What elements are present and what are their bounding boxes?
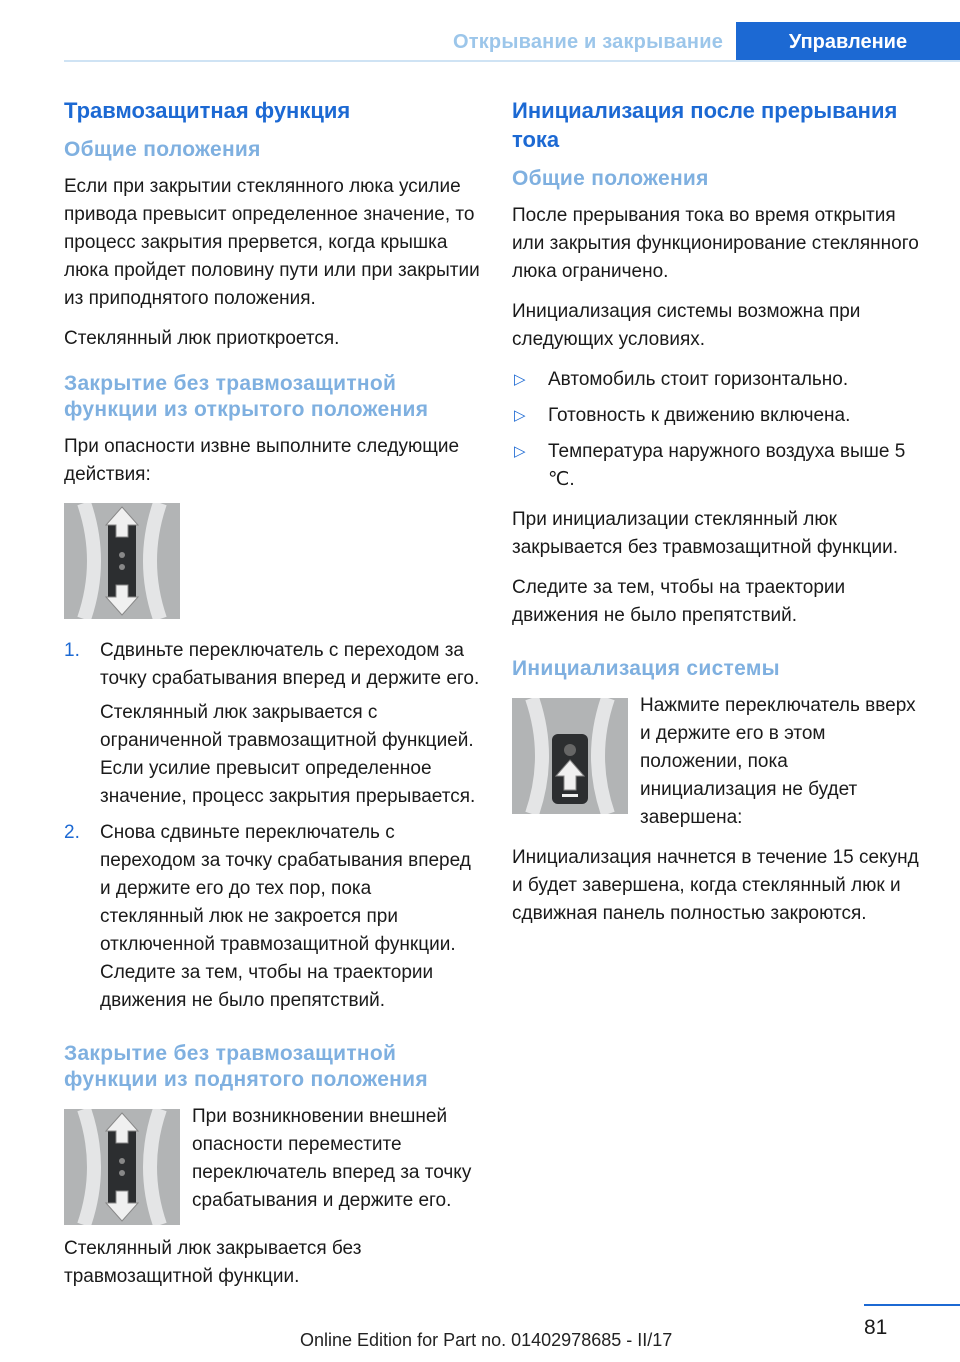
chapter-tab[interactable]: Управление xyxy=(736,22,960,62)
steps-list xyxy=(64,637,480,1015)
init-title: Инициализация после прерывания тока xyxy=(512,98,898,152)
switch-forward-illustration-2 xyxy=(64,1109,180,1225)
switch-forward-illustration xyxy=(64,503,180,619)
section-title: Травмозащитная функция xyxy=(64,98,351,123)
step-number: 1. xyxy=(64,640,80,661)
system-init-paragraph-2: Инициализация начнется в течение 15 секунд и будет завершена, когда стеклянный люк и сдвижная панель полностью закроются. xyxy=(512,847,919,924)
condition-item xyxy=(512,402,928,430)
open-intro: При опасности извне выполните следующие действия: xyxy=(64,436,460,485)
bullet-triangle-icon: ▷ xyxy=(514,371,526,388)
open-position-heading: Закрытие без травмозащитной функции из открытого положения xyxy=(64,372,429,421)
general-heading: Общие положения xyxy=(64,138,261,161)
condition-text: Температура наружного воздуха выше 5 ℃. xyxy=(548,441,906,490)
step-text: Сдвиньте переключатель с переходом за точку срабатывания вперед и держите его. xyxy=(100,640,480,689)
init-paragraph-3: При инициализации стеклянный люк закрывается без травмозащитной функции. xyxy=(512,509,898,558)
init-paragraph-1: После прерывания тока во время открытия или закрытия функционирование стеклянного люка ограничено. xyxy=(512,205,919,282)
bullet-triangle-icon: ▷ xyxy=(514,407,526,424)
header-divider xyxy=(64,60,960,62)
system-init-heading: Инициализация системы xyxy=(512,657,780,680)
general-paragraph-2: Стеклянный люк приоткроется. xyxy=(64,328,340,349)
page-number: 81 xyxy=(864,1316,888,1339)
switch-up-illustration xyxy=(512,698,628,814)
step-text: Снова сдвиньте переключатель с переходом за точку срабатывания вперед и держите его до тех пор, пока стеклянный люк не закроется при отключенной травмозащитной функции. Следите за тем, чтобы на траектории движения не было препятствий. xyxy=(100,822,471,1011)
edition-note: Online Edition for Part no. 01402978685 - II/17 xyxy=(300,1330,673,1350)
step-number: 2. xyxy=(64,822,80,843)
conditions-list xyxy=(512,366,928,494)
condition-item xyxy=(512,366,928,394)
general-paragraph: Если при закрытии стеклянного люка усилие привода превысит определенное значение, то процесс закрытия прервется, когда крышка люка пройдет половину пути или при закрытии из приподнятого положения. xyxy=(64,176,480,309)
init-paragraph-4: Следите за тем, чтобы на траектории движения не было препятствий. xyxy=(512,577,846,626)
init-general-heading: Общие положения xyxy=(512,167,709,190)
system-init-paragraph-1: Нажмите переключатель вверх и держите его в этом положении, пока инициализация не будет завершена: xyxy=(640,695,916,828)
step-item xyxy=(64,637,480,811)
condition-item xyxy=(512,438,928,494)
step-item xyxy=(64,819,480,1015)
footer-divider xyxy=(864,1304,960,1306)
raised-position-heading: Закрытие без травмозащитной функции из поднятого положения xyxy=(64,1042,428,1091)
page-header xyxy=(0,0,960,62)
condition-text: Автомобиль стоит горизонтально. xyxy=(548,369,849,390)
condition-text: Готовность к движению включена. xyxy=(548,405,851,426)
raised-paragraph: При возникновении внешней опасности переместите переключатель вперед за точку срабатывания и держите его. xyxy=(192,1106,472,1211)
left-column xyxy=(64,96,480,1303)
bullet-triangle-icon: ▷ xyxy=(514,443,526,460)
right-column xyxy=(512,96,928,940)
raised-paragraph-2: Стеклянный люк закрывается без травмозащитной функции. xyxy=(64,1238,362,1287)
section-tab[interactable]: Открывание и закрывание xyxy=(452,30,724,53)
init-paragraph-2: Инициализация системы возможна при следующих условиях. xyxy=(512,301,861,350)
step-subtext: Стеклянный люк закрывается с ограниченной травмозащитной функцией. Если усилие превысит определенное значение, процесс закрытия прерывается. xyxy=(100,702,476,807)
